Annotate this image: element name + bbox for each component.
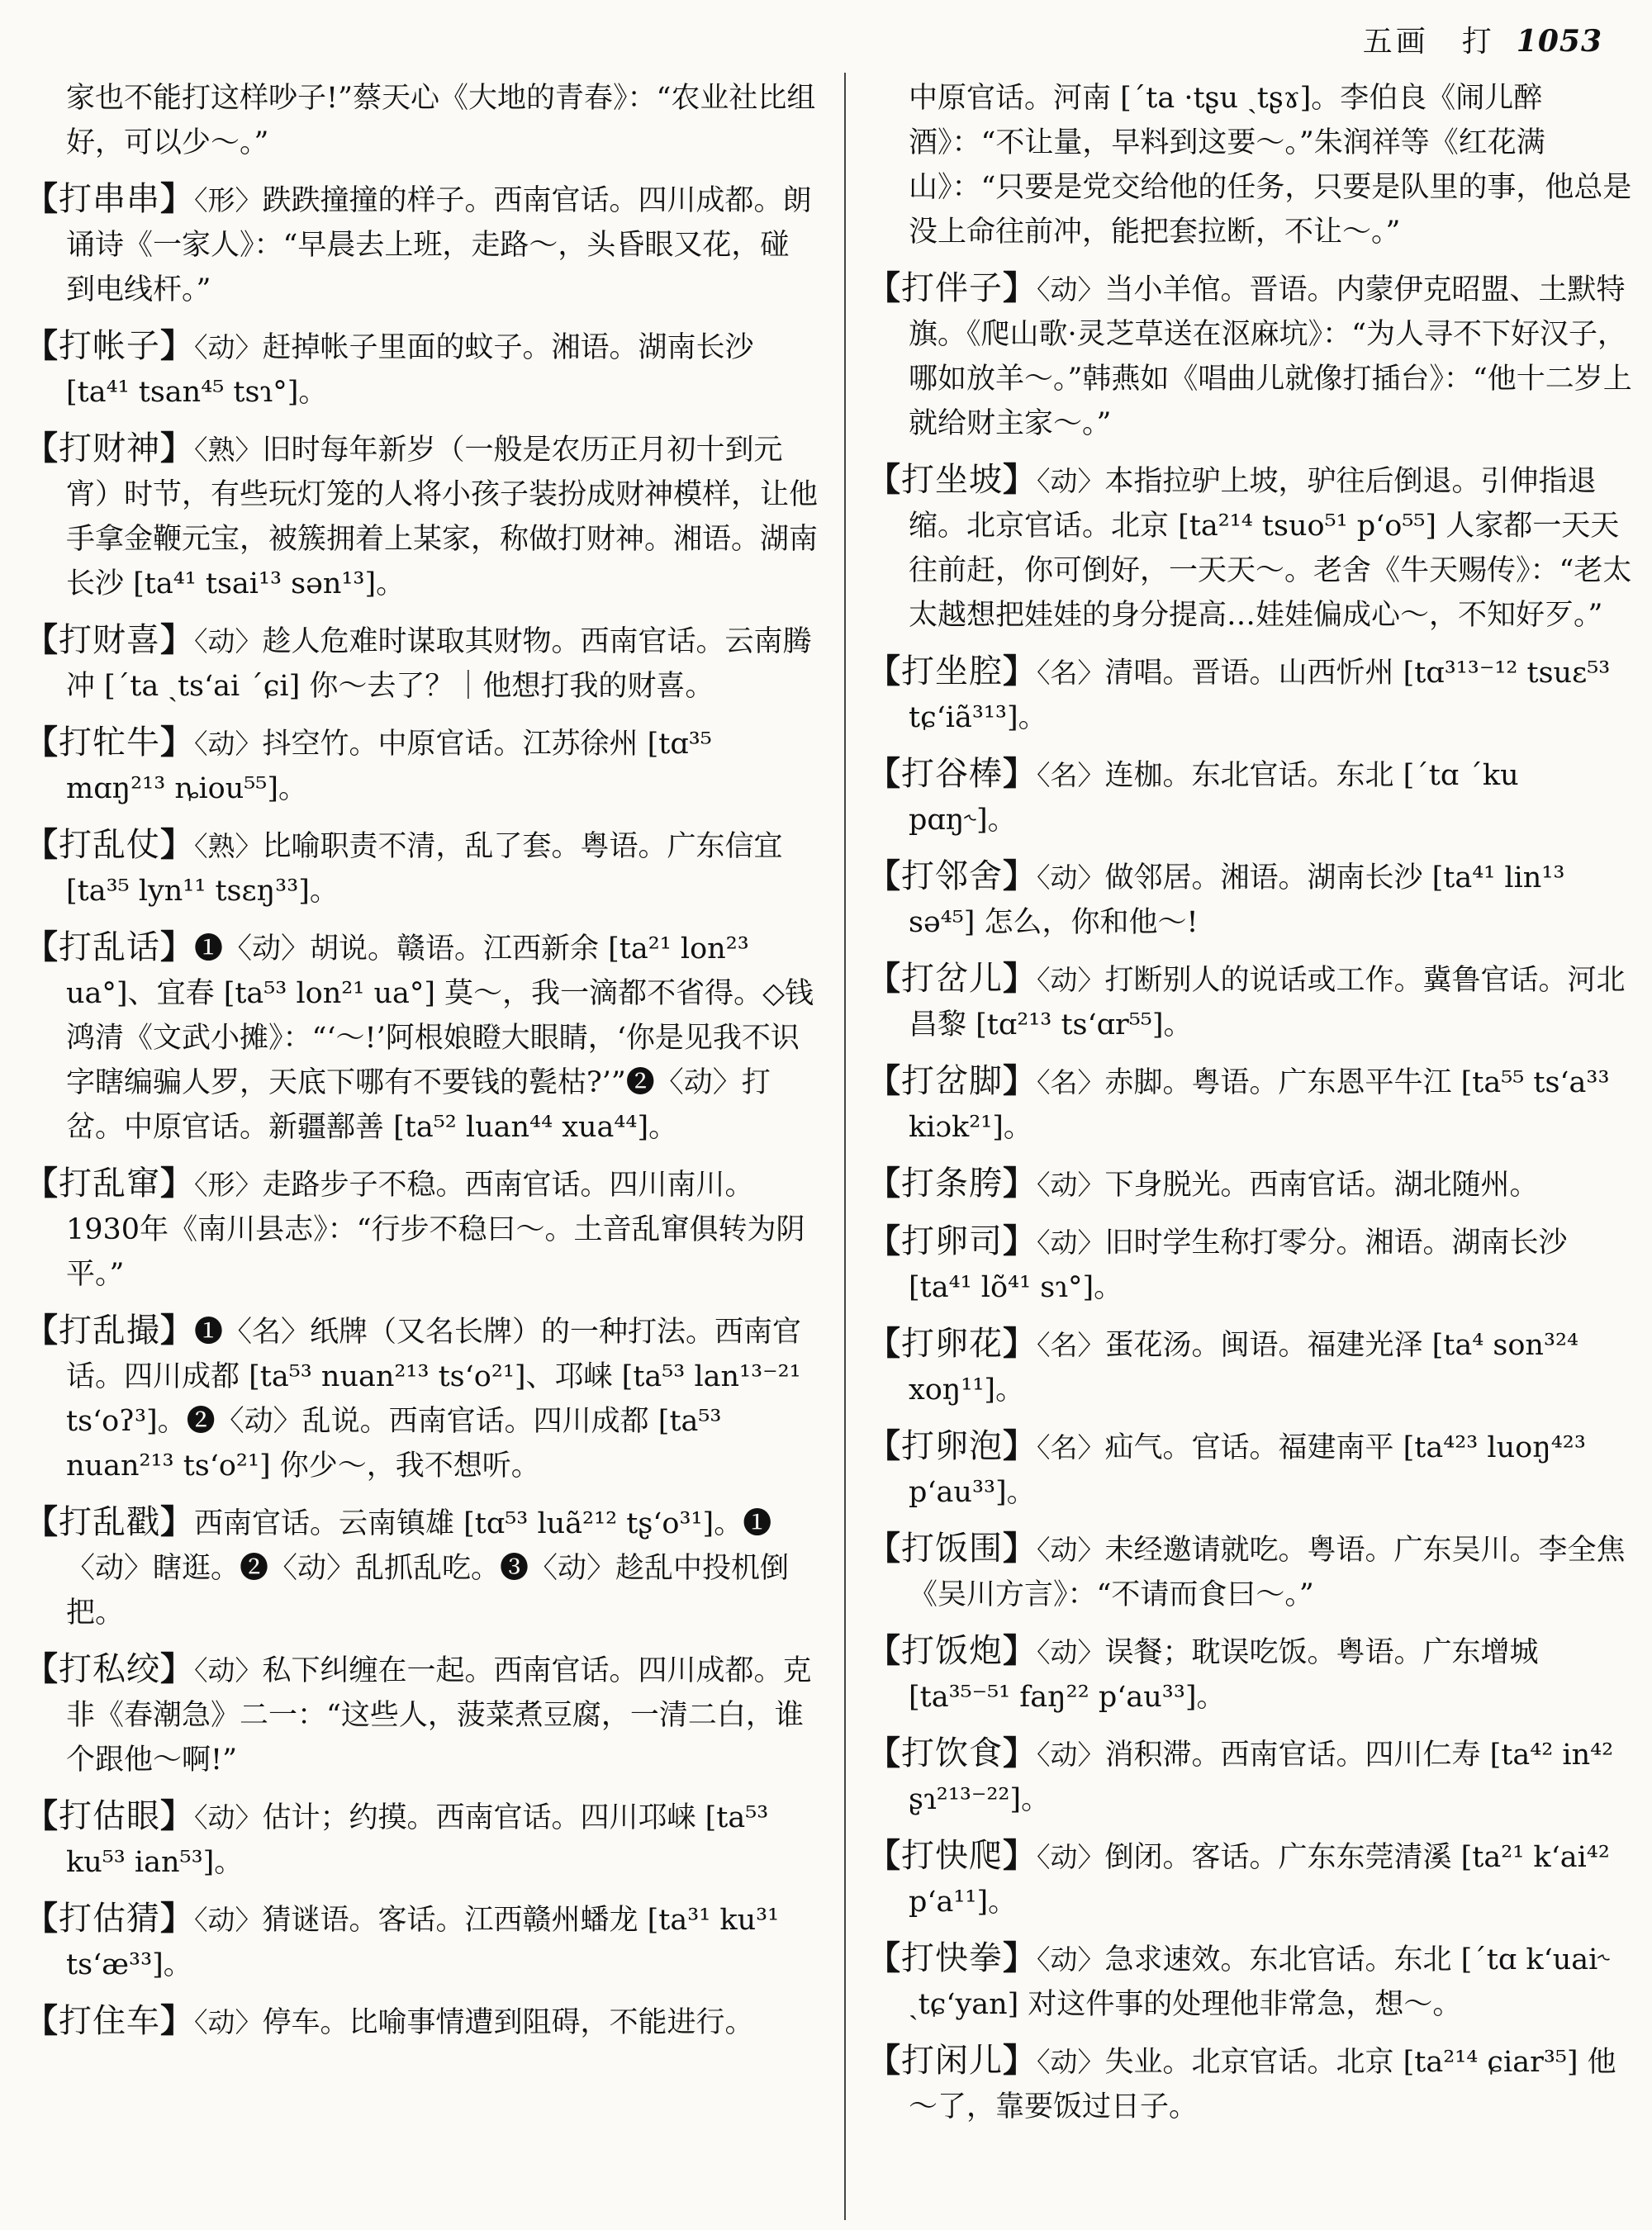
column-divider [844,73,846,2220]
definition-text: 赶掉帐子里面的蚊子。湘语。湖南长沙 [ta⁴¹ tsan⁴⁵ tsɿ°]。 [66,331,754,409]
definition-text: 倒闭。客话。广东东莞清溪 [ta²¹ kʻai⁴² pʻa¹¹]。 [909,1841,1610,1919]
part-of-speech: 〈动〉 [1037,1226,1105,1259]
section-title: 五画 打 [1362,25,1495,59]
headword-text: 打牤牛 [59,724,160,762]
definition-text: 趁人危难时谋取其财物。西南官话。云南腾冲 [ˊta ˏtsʻai ˊɕi] 你～去了？｜他想打我的财喜。 [66,625,812,703]
dictionary-entry [867,266,1635,446]
headword: 【打快拳】 [867,1938,1037,1977]
definition-text: 下身脱光。西南官话。湖北随州。 [1104,1169,1539,1202]
headword-text: 打条胯 [901,1165,1003,1203]
headword: 【打乱话】 [25,928,194,966]
dictionary-entry [25,1161,818,1297]
part-of-speech: 〈熟〉 [194,830,263,862]
definition-text: 旧时每年新岁（一般是农历正月初十到元宵）时节，有些玩灯笼的人将小孩子装扮成财神模样，让他手拿金鞭元宝，被簇拥着上某家，称做打财神。湘语。湖南长沙 [ta⁴¹ tsai¹³ sən¹³]。 [66,434,819,600]
part-of-speech: 〈形〉 [194,184,263,216]
definition-text: 失业。北京官话。北京 [ta²¹⁴ ɕiar³⁵] 他～了，靠要饭过日子。 [909,2046,1616,2123]
dictionary-entry [25,618,818,709]
headword-text: 打岔脚 [901,1062,1003,1100]
headword: 【打饭围】 [867,1529,1037,1568]
dictionary-entry [867,649,1635,740]
dictionary-entry [867,1424,1635,1515]
part-of-speech: 〈动〉 [194,1801,263,1834]
headword-text: 打饭炮 [901,1632,1003,1670]
headword-text: 打饭围 [901,1530,1003,1568]
definition-text: 误餐；耽误吃饭。粤语。广东增城 [ta³⁵⁻⁵¹ faŋ²² pʻau³³]。 [909,1636,1539,1714]
dictionary-entry [25,1896,818,1987]
headword-text: 打住车 [59,2002,160,2040]
dictionary-entry [867,854,1635,945]
headword-text: 打卵司 [901,1222,1003,1260]
part-of-speech: 〈名〉 [1037,1431,1105,1464]
headword-text: 打帐子 [59,327,160,365]
headword: 【打私绞】 [25,1649,194,1688]
part-of-speech: 〈名〉 [1037,1329,1105,1361]
dictionary-entry [867,1321,1635,1412]
dictionary-entry [25,1647,818,1782]
part-of-speech: 〈动〉 [1037,1943,1105,1976]
headword-text: 打谷棒 [901,755,1003,793]
dictionary-entry [25,324,818,415]
part-of-speech: 〈动〉 [1037,2046,1105,2078]
headword: 【打财神】 [25,429,194,467]
headword-text: 打私绞 [59,1650,160,1688]
headword-text: 打闲儿 [901,2042,1003,2080]
headword: 【打闲儿】 [867,2041,1037,2080]
definition-text: 连枷。东北官话。东北 [ˊtɑ ˊku pɑŋ˞]。 [909,759,1519,837]
part-of-speech: 〈熟〉 [194,434,263,466]
definition-text: 走路步子不稳。西南官话。四川南川。1930年《南川县志》：“行步不稳曰～。土音乱窜俱转为阴平。” [66,1169,805,1291]
headword-text: 打坐坡 [901,461,1003,499]
entry-continuation [867,76,1635,254]
headword: 【打快爬】 [867,1836,1037,1875]
headword-text: 打坐腔 [901,652,1003,690]
definition-text: ❶〈名〉纸牌（又名长牌）的一种打法。西南官话。四川成都 [ta⁵³ nuan²¹³ tsʻo²¹]、邛崃 [ta⁵³ lan¹³⁻²¹ tsʻoʔ³]。❷〈动〉乱说。西南官话。四川成都 [ta⁵³ nuan²¹³ tsʻo²¹] 你少～，我不想听。 [66,1316,802,1483]
headword-text: 打乱仗 [59,826,160,864]
headword: 【打乱窜】 [25,1164,194,1203]
headword: 【打饮食】 [867,1734,1037,1772]
part-of-speech: 〈动〉 [194,331,263,363]
definition-text: 消积滞。西南官话。四川仁寿 [ta⁴² in⁴² ʂɿ²¹³⁻²²]。 [909,1739,1614,1816]
definition-text: 猜谜语。客话。江西赣州蟠龙 [ta³¹ ku³¹ tsʻæ³³]。 [66,1904,780,1981]
part-of-speech: 〈动〉 [1037,964,1105,996]
dictionary-entry [867,1936,1635,2027]
headword: 【打住车】 [25,2001,194,2040]
headword: 【打牤牛】 [25,723,194,762]
headword: 【打邻舍】 [867,856,1037,895]
headword: 【打乱戳】 [25,1502,194,1541]
headword: 【打岔儿】 [867,959,1037,998]
definition-text: 跌跌撞撞的样子。西南官话。四川成都。朗诵诗《一家人》：“早晨去上班，走路～，头昏眼又花，碰到电线杆。” [66,184,812,306]
headword-text: 打邻舍 [901,857,1003,895]
part-of-speech: 〈动〉 [194,625,263,657]
dictionary-entry [25,720,818,811]
definition-text: 赤脚。粤语。广东恩平牛江 [ta⁵⁵ tsʻa³³ kiɔk²¹]。 [909,1066,1610,1144]
page-header [50,18,1602,68]
dictionary-entry [867,1059,1635,1150]
part-of-speech: 〈动〉 [1037,465,1105,497]
part-of-speech: 〈动〉 [1037,1169,1105,1201]
dictionary-entry [867,1834,1635,1924]
dictionary-entry [25,1308,818,1488]
definition-text: 中原官话。河南 [ˊta ·tʂu ˏtʂɤ]。李伯良《闹儿醉酒》：“不让量，早料到这要～。”朱润祥等《红花满山》：“只要是党交给他的任务，只要是队里的事，他总是没上命往前冲，能把套拉断，不让～。” [909,82,1632,249]
definition-text: 西南官话。云南镇雄 [tɑ⁵³ luã²¹² tʂʻo³¹]。❶〈动〉瞎逛。❷〈动〉乱抓乱吃。❸〈动〉趁乱中投机倒把。 [66,1507,790,1630]
left-column [25,76,818,2057]
headword: 【打财喜】 [25,620,194,659]
dictionary-entry [25,177,818,312]
headword: 【打估猜】 [25,1899,194,1938]
dictionary-entry [25,823,818,913]
definition-text: 旧时学生称打零分。湘语。湖南长沙 [ta⁴¹ lõ⁴¹ sɿ°]。 [909,1226,1568,1304]
dictionary-entry [867,1526,1635,1617]
headword-text: 打伴子 [901,269,1003,307]
definition-text: 蛋花汤。闽语。福建光泽 [ta⁴ son³²⁴ xoŋ¹¹]。 [909,1329,1579,1407]
dictionary-entry [867,1161,1635,1208]
part-of-speech: 〈动〉 [194,1904,263,1936]
part-of-speech: 〈名〉 [1037,759,1105,791]
headword: 【打估眼】 [25,1796,194,1835]
headword: 【打乱撮】 [25,1311,194,1350]
definition-text: ❶〈动〉胡说。赣语。江西新余 [ta²¹ lon²³ ua°]、宜春 [ta⁵³ lon²¹ ua°] 莫～，我一滴都不省得。◇钱鸿清《文武小摊》：“‘～!’阿根娘瞪大眼睛，‘你是见我不识字瞎编骗人罗，天底下哪有不要钱的甏枯?’”❷〈动〉打岔。中原官话。新疆鄯善 [ta⁵² luan⁴⁴ xua⁴⁴]。 [66,932,814,1144]
definition-text: 停车。比喻事情遭到阻碍，不能进行。 [262,2006,754,2039]
definition-text: 做邻居。湘语。湖南长沙 [ta⁴¹ lin¹³ sə⁴⁵] 怎么，你和他～! [909,861,1565,939]
part-of-speech: 〈形〉 [194,1169,263,1201]
dictionary-entry [867,956,1635,1047]
headword: 【打卵司】 [867,1222,1037,1260]
definition-text: 家也不能打这样吵子!”蔡天心《大地的青春》：“农业社比组好，可以少～。” [66,82,816,159]
headword: 【打卵花】 [867,1324,1037,1363]
headword: 【打伴子】 [867,268,1037,307]
headword: 【打串串】 [25,179,194,218]
headword-text: 打估眼 [59,1797,160,1835]
definition-text: 清唱。晋语。山西忻州 [tɑ³¹³⁻¹² tsuɛ⁵³ tɕʻiã³¹³]。 [909,657,1611,734]
headword-text: 打乱话 [59,928,160,966]
headword: 【打乱仗】 [25,825,194,864]
definition-text: 打断别人的说话或工作。冀鲁官话。河北昌黎 [tɑ²¹³ tsʻɑr⁵⁵]。 [909,964,1626,1041]
dictionary-entry [867,1629,1635,1720]
headword: 【打帐子】 [25,326,194,365]
definition-text: 疝气。官话。福建南平 [ta⁴²³ luoŋ⁴²³ pʻau³³]。 [909,1431,1586,1509]
definition-text: 比喻职责不清，乱了套。粤语。广东信宜 [ta³⁵ lyn¹¹ tsɛŋ³³]。 [66,830,783,908]
part-of-speech: 〈动〉 [1037,1841,1105,1873]
part-of-speech: 〈动〉 [1037,273,1105,306]
definition-text: 急求速效。东北官话。东北 [ˊtɑ kʻuai˞ ˏtɕʻyan] 对这件事的处理他非常急，想～。 [909,1943,1610,2021]
dictionary-entry [25,426,818,606]
headword-text: 打财喜 [59,621,160,659]
dictionary-entry [867,2038,1635,2129]
definition-text: 本指拉驴上坡，驴往后倒退。引伸指退缩。北京官话。北京 [ta²¹⁴ tsuo⁵¹ pʻo⁵⁵] 人家都一天天往前赶，你可倒好，一天天～。老舍《牛天赐传》：“老太太越想把娃娃的身分提高…娃娃偏成心～，不知好歹。” [909,465,1632,632]
definition-text: 当小羊倌。晋语。内蒙伊克昭盟、土默特旗。《爬山歌·灵芝草送在沤麻坑》：“为人寻不下好汉子，哪如放羊～。”韩燕如《唱曲儿就像打插台》：“他十二岁上就给财主家～。” [909,273,1632,440]
definition-text: 私下纠缠在一起。西南官话。四川成都。克非《春潮急》二一：“这些人，菠菜煮豆腐，一清二白，谁个跟他～啊!” [66,1654,812,1777]
dictionary-entry [25,1794,818,1885]
dictionary-entry [867,1731,1635,1822]
headword: 【打卵泡】 [867,1426,1037,1465]
right-column [867,76,1635,2141]
page-number: 1053 [1516,24,1602,59]
headword-text: 打乱窜 [59,1165,160,1203]
dictionary-entry [867,1219,1635,1310]
headword: 【打谷棒】 [867,754,1037,793]
headword: 【打岔脚】 [867,1061,1037,1100]
headword-text: 打快拳 [901,1939,1003,1977]
headword-text: 打财神 [59,429,160,467]
part-of-speech: 〈动〉 [1037,1636,1105,1668]
part-of-speech: 〈动〉 [1037,861,1105,894]
headword-text: 打估猜 [59,1900,160,1938]
dictionary-entry [25,1999,818,2045]
dictionary-entry [25,1500,818,1635]
headword-text: 打岔儿 [901,960,1003,998]
dictionary-entry [867,752,1635,842]
headword: 【打坐腔】 [867,652,1037,690]
headword-text: 打卵泡 [901,1427,1003,1465]
definition-text: 估计；约摸。西南官话。四川邛崃 [ta⁵³ ku⁵³ ian⁵³]。 [66,1801,769,1879]
part-of-speech: 〈动〉 [1037,1739,1105,1771]
headword: 【打条胯】 [867,1164,1037,1203]
part-of-speech: 〈名〉 [1037,657,1105,689]
definition-text: 抖空竹。中原官话。江苏徐州 [tɑ³⁵ mɑŋ²¹³ ȵiou⁵⁵]。 [66,728,712,805]
headword: 【打坐坡】 [867,460,1037,499]
dictionary-entry [25,925,818,1150]
part-of-speech: 〈动〉 [1037,1534,1105,1566]
part-of-speech: 〈名〉 [1037,1066,1105,1098]
headword-text: 打乱撮 [59,1312,160,1350]
headword-text: 打快爬 [901,1837,1003,1875]
headword: 【打饭炮】 [867,1631,1037,1670]
part-of-speech: 〈动〉 [194,1654,263,1687]
headword-text: 打卵花 [901,1325,1003,1363]
headword-text: 打串串 [59,180,160,218]
part-of-speech: 〈动〉 [194,2006,263,2038]
headword-text: 打乱戳 [59,1503,160,1541]
entry-continuation [25,76,818,165]
part-of-speech: 〈动〉 [194,728,263,760]
dictionary-entry [867,458,1635,638]
headword-text: 打饮食 [901,1734,1003,1772]
definition-text: 未经邀请就吃。粤语。广东吴川。李全焦《吴川方言》：“不请而食曰～。” [909,1534,1626,1611]
